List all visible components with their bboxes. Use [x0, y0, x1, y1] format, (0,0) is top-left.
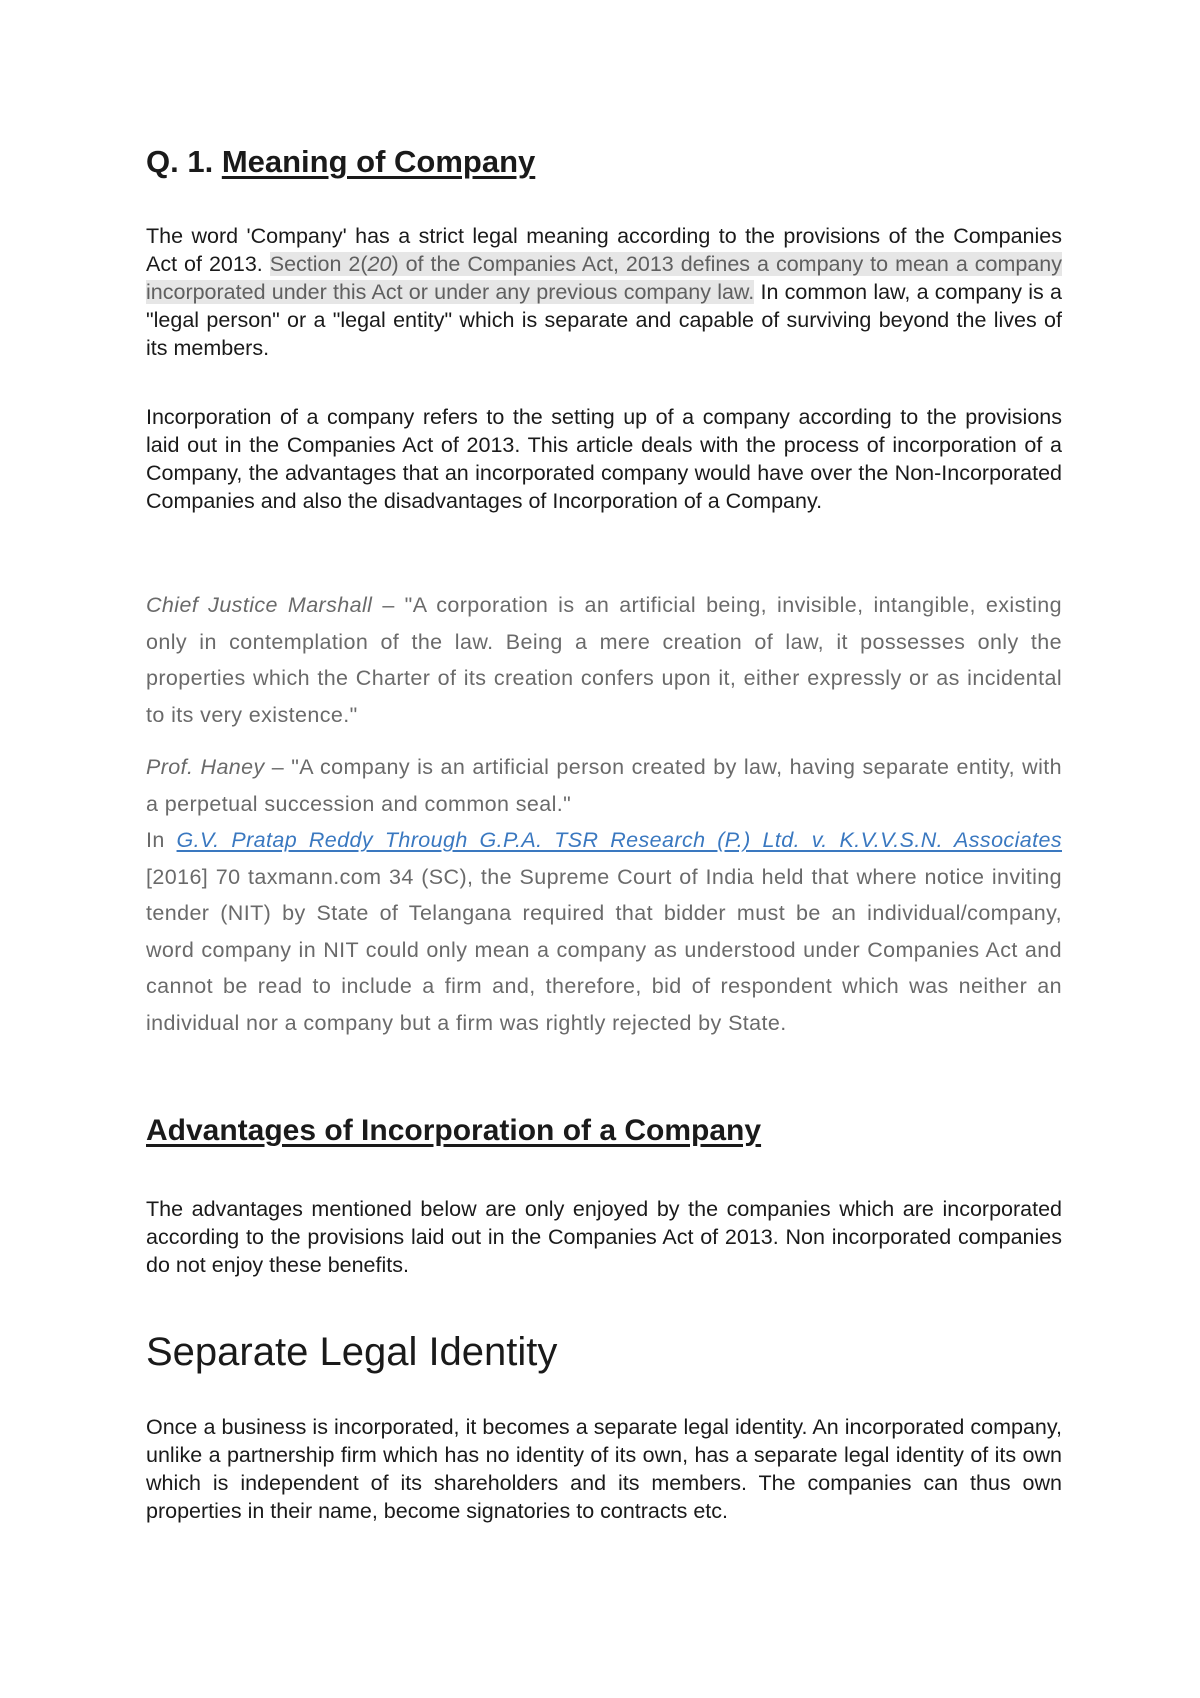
question-title: Meaning of Company [221, 144, 536, 179]
section-number-italic: 20 [367, 252, 392, 276]
case-paragraph [146, 822, 1062, 1041]
meaning-paragraph [146, 222, 1062, 362]
separate-legal-identity-heading: Separate Legal Identity [146, 1330, 558, 1374]
quote-author-haney: Prof. Haney [146, 755, 265, 779]
question-number: Q. 1. [146, 144, 222, 179]
section-ref-text: Section 2( [269, 252, 368, 276]
question-heading [146, 144, 535, 180]
meaning-text-intro: The word 'Company' has a strict legal meaning according to the provisions of the Companies Act of 2013. [146, 224, 1062, 276]
separate-legal-identity-paragraph: Once a business is incorporated, it becomes a separate legal identity. An incorporated company, unlike a partnership firm which has no identity of its own, has a separate legal identity of its own which is independent of its shareholders and its members. The companies can thus own properties in their name, become signatories to contracts etc. [146, 1415, 1062, 1523]
quote-author-marshall: Chief Justice Marshall [146, 593, 373, 617]
incorporation-paragraph: Incorporation of a company refers to the setting up of a company according to the provisions laid out in the Companies Act of 2013. This article deals with the process of incorporation of a Company, the advantages that an incorporated company would have over the Non-Incorporated Companies and also the disadvantages of Incorporation of a Company. [146, 405, 1062, 513]
section-definition-text: ) of the Companies Act, 2013 defines a company to mean a company incorporated under this Act or under any previous company law. [146, 252, 1062, 304]
case-text: [2016] 70 taxmann.com 34 (SC), the Supreme Court of India held that where notice inviting tender (NIT) by State of Telangana required that bidder must be an individual/company, word company in NIT could only mean a company as understood under Companies Act and cannot be read to include a firm and, therefore, bid of respondent which was neither an individual nor a company but a firm was rightly rejected by State. [146, 864, 1062, 1035]
marshall-quote [146, 587, 1062, 733]
quote-text-marshall: – "A corporation is an artificial being, invisible, intangible, existing only in contemplation of the law. Being a mere creation of law, it possesses only the properties which the Charter of its creation confers upon it, either expressly or as incidental to its very existence." [146, 593, 1062, 727]
case-citation-link[interactable]: G.V. Pratap Reddy Through G.P.A. TSR Research (P.) Ltd. v. K.V.V.S.N. Associates [176, 828, 1062, 852]
common-law-text: In common law, a company is a "legal person" or a "legal entity" which is separate and capable of surviving beyond the lives of its members. [146, 280, 1062, 360]
case-prefix: In [146, 828, 177, 852]
quote-text-haney: – "A company is an artificial person created by law, having separate entity, with a perpetual succession and common seal." [146, 755, 1062, 816]
haney-quote [146, 749, 1062, 822]
advantages-heading: Advantages of Incorporation of a Company [146, 1114, 762, 1147]
advantages-paragraph: The advantages mentioned below are only enjoyed by the companies which are incorporated according to the provisions laid out in the Companies Act of 2013. Non incorporated companies do not enjoy these benefits. [146, 1197, 1062, 1277]
